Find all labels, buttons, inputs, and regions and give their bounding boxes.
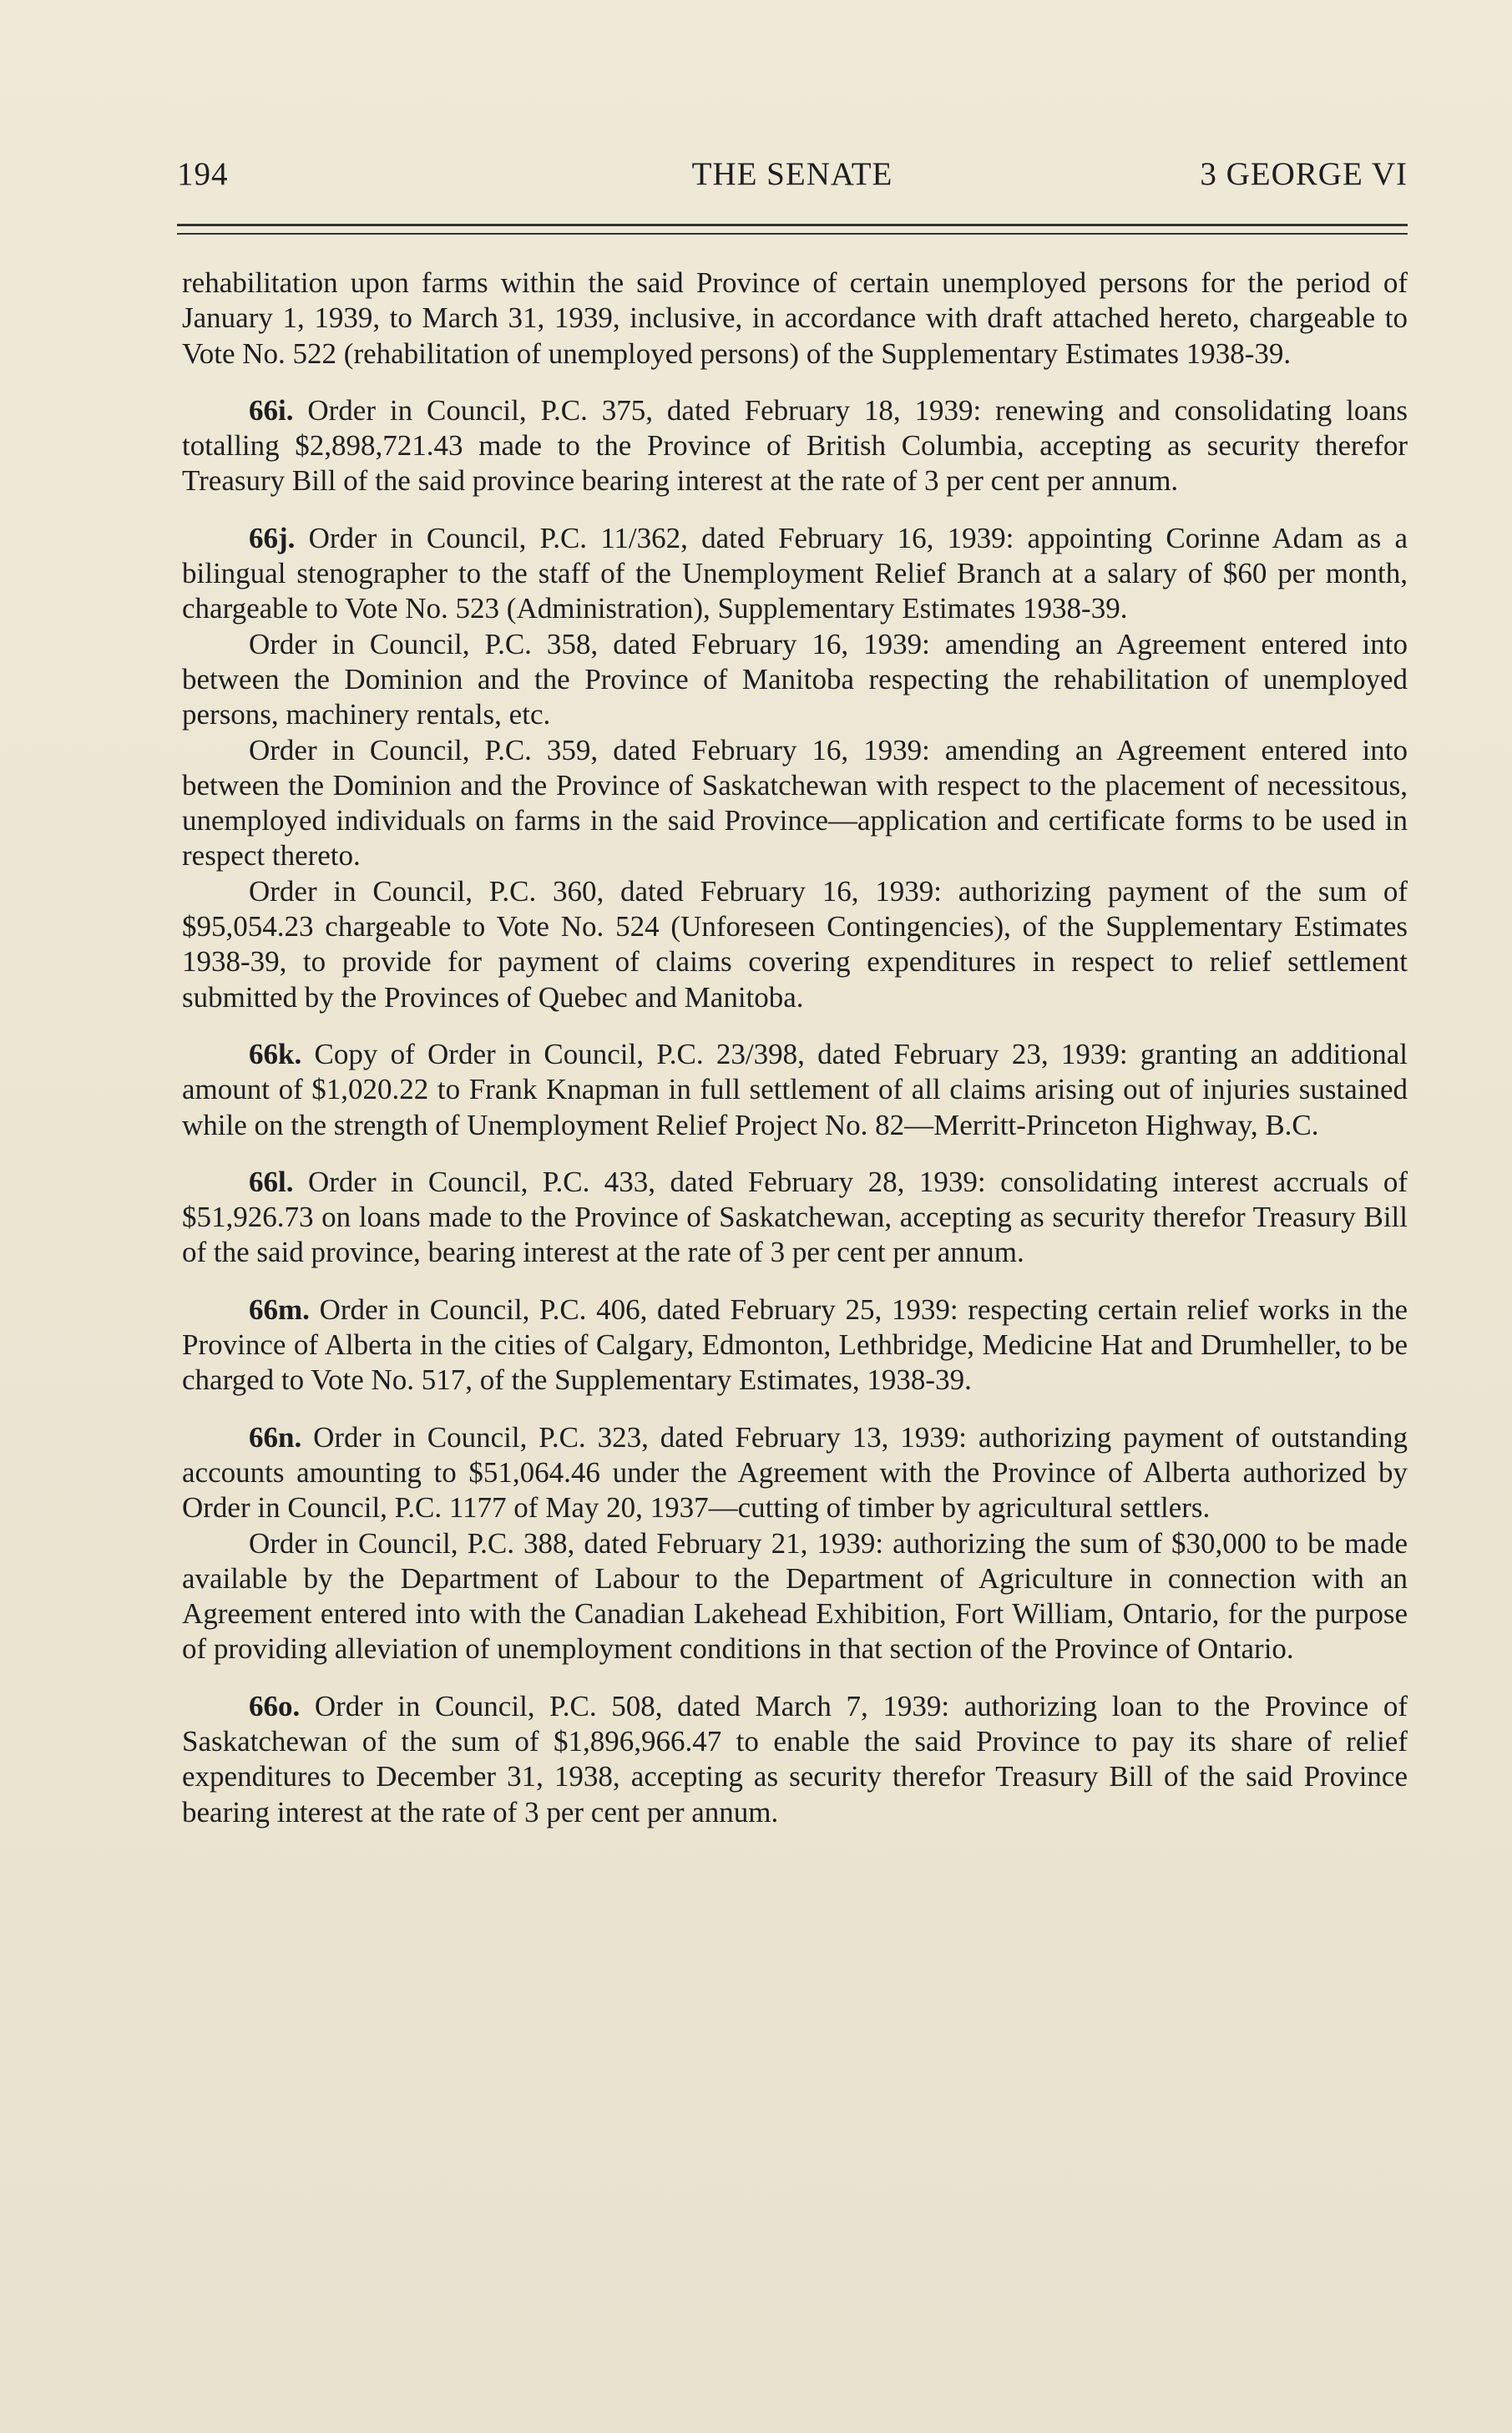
paragraph-66k: 66k. Copy of Order in Council, P.C. 23/398, dated February 23, 1939: granting an additional amount of $1,020.22 to Frank Knapman in full settlement of all claims arising out of injuries sustained while on the strength of Unemployment Relief Project No. 82—Merritt-Princeton Highway, B.C. bbox=[182, 1037, 1408, 1141]
paragraph-66j: 66j. Order in Council, P.C. 11/362, dated February 16, 1939: appointing Corinne Adam as a bilingual stenographer to the staff of the Unemployment Relief Branch at a salary of $60 per month, chargeable to Vote No. 523 (Administration), Supplementary Estimates 1938-39. bbox=[182, 521, 1408, 625]
item-number: 66l. bbox=[249, 1165, 294, 1198]
paragraph: rehabilitation upon farms within the said Province of certain unemployed persons for the period of January 1, 1939, to March 31, 1939, inclusive, in accordance with draft attached hereto, chargeable to Vote No. 522 (rehabilitation of unemployed persons) of the Supplementary Estimates 1938-39. bbox=[182, 266, 1408, 370]
item-number: 66k. bbox=[249, 1037, 302, 1070]
page-number: 194 bbox=[177, 156, 229, 192]
item-number: 66n. bbox=[249, 1420, 302, 1454]
header-rule-bottom bbox=[177, 233, 1408, 235]
paragraph-66i: 66i. Order in Council, P.C. 375, dated February 18, 1939: renewing and consolidating loans totalling $2,898,721.43 made to the Province of British Columbia, accepting as security therefor Treasury Bill of the said province bearing interest at the rate of 3 per cent per annum. bbox=[182, 393, 1408, 498]
item-number: 66m. bbox=[249, 1292, 310, 1326]
paragraph: Order in Council, P.C. 388, dated February 21, 1939: authorizing the sum of $30,000 to be made available by the Department of Labour to the Department of Agriculture in connection with an Agreement entered into with the Canadian Lakehead Exhibition, Fort William, Ontario, for the purpose of providing alleviation of unemployment conditions in that section of the Province of Ontario. bbox=[182, 1526, 1408, 1666]
paragraph: Order in Council, P.C. 358, dated February 16, 1939: amending an Agreement entered into between the Dominion and the Province of Manitoba respecting the rehabilitation of unemployed persons, machinery rentals, etc. bbox=[182, 627, 1408, 731]
paragraph-66l: 66l. Order in Council, P.C. 433, dated February 28, 1939: consolidating interest accruals of $51,926.73 on loans made to the Province of Saskatchewan, accepting as security therefor Treasury Bill of the said province, bearing interest at the rate of 3 per cent per annum. bbox=[182, 1165, 1408, 1269]
paragraph: Order in Council, P.C. 359, dated February 16, 1939: amending an Agreement entered into between the Dominion and the Province of Saskatchewan with respect to the placement of necessitous, unemployed individuals on farms in the said Province—application and certificate forms to be used in respect thereto. bbox=[182, 733, 1408, 873]
paragraph: Order in Council, P.C. 360, dated February 16, 1939: authorizing payment of the sum of $95,054.23 chargeable to Vote No. 524 (Unforeseen Contingencies), of the Supplementary Estimates 1938-39, to provide for payment of claims covering expenditures in respect to relief settlement submitted by the Provinces of Quebec and Manitoba. bbox=[182, 874, 1408, 1014]
body-text bbox=[182, 266, 1408, 1830]
header-rule-top bbox=[177, 224, 1408, 226]
paragraph-66m: 66m. Order in Council, P.C. 406, dated February 25, 1939: respecting certain relief works in the Province of Alberta in the cities of Calgary, Edmonton, Lethbridge, Medicine Hat and Drumheller, to be charged to Vote No. 517, of the Supplementary Estimates, 1938-39. bbox=[182, 1292, 1408, 1397]
running-header bbox=[177, 155, 1408, 205]
item-number: 66j. bbox=[249, 521, 296, 554]
item-number: 66i. bbox=[249, 393, 294, 427]
paragraph-66n: 66n. Order in Council, P.C. 323, dated February 13, 1939: authorizing payment of outstanding accounts amounting to $51,064.46 under the Agreement with the Province of Alberta authorized by Order in Council, P.C. 1177 of May 20, 1937—cutting of timber by agricultural settlers. bbox=[182, 1420, 1408, 1525]
running-title: THE SENATE bbox=[691, 156, 893, 192]
running-reign: 3 GEORGE VI bbox=[1200, 156, 1408, 192]
item-number: 66o. bbox=[249, 1689, 301, 1722]
paragraph-66o: 66o. Order in Council, P.C. 508, dated March 7, 1939: authorizing loan to the Province of Saskatchewan of the sum of $1,896,966.47 to enable the said Province to pay its share of relief expenditures to December 31, 1938, accepting as security therefor Treasury Bill of the said Province bearing interest at the rate of 3 per cent per annum. bbox=[182, 1689, 1408, 1829]
